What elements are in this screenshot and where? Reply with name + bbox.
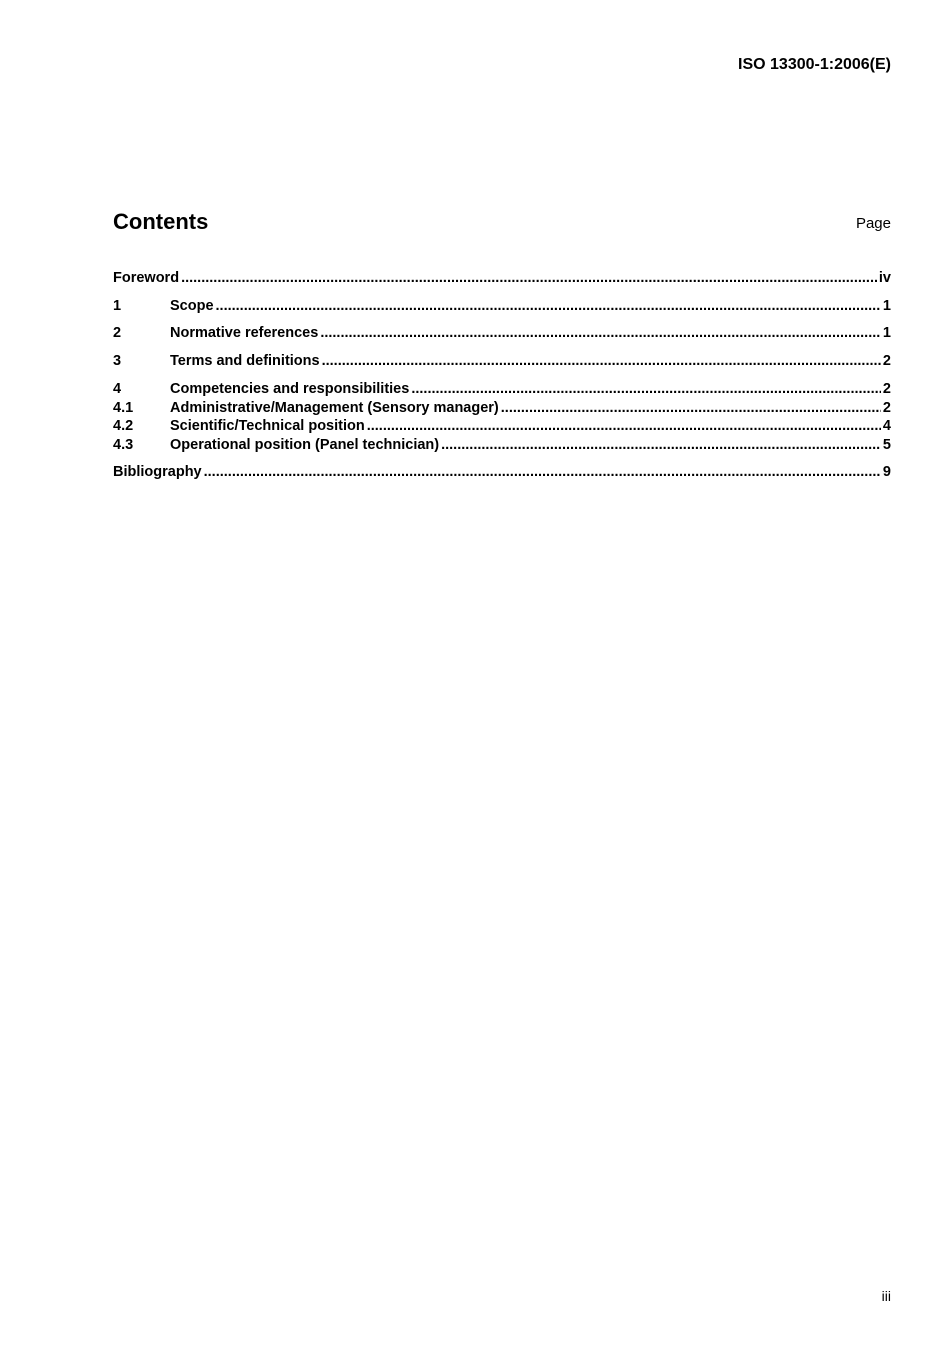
toc-leader-dots (320, 324, 881, 342)
toc-entry-page: 2 (882, 381, 891, 397)
toc-entry-number: 1 (113, 298, 122, 314)
toc-entry-number: 4.3 (113, 437, 134, 453)
toc-entry-title: Normative references (170, 325, 319, 341)
toc-leader-dots (441, 436, 881, 454)
toc-entry-number: 4 (113, 381, 122, 397)
page-number: iii (881, 1288, 891, 1304)
toc-leader-dots (204, 463, 881, 481)
page-column-label: Page (855, 215, 891, 232)
toc-entry-number: 4.1 (113, 400, 134, 416)
toc-leader-dots (216, 297, 881, 315)
document-identifier: ISO 13300-1:2006(E) (738, 56, 891, 73)
toc-entry-terms-and-definitions[interactable] (113, 352, 891, 370)
toc-entry-page: 9 (882, 464, 891, 480)
toc-entry-title: Competencies and responsibilities (170, 381, 410, 397)
toc-entry-scientific-technical[interactable] (113, 417, 891, 435)
toc-entry-scope[interactable] (113, 297, 891, 315)
toc-entry-normative-references[interactable] (113, 324, 891, 342)
toc-entry-title: Bibliography (113, 464, 202, 480)
toc-entry-page: 2 (882, 400, 891, 416)
toc-leader-dots (181, 269, 877, 287)
toc-entry-number: 2 (113, 325, 122, 341)
toc-leader-dots (501, 399, 881, 417)
toc-leader-dots (367, 417, 881, 435)
toc-entry-title: Terms and definitions (170, 353, 320, 369)
toc-entry-number: 4.2 (113, 418, 134, 434)
toc-entry-title: Administrative/Management (Sensory manager) (170, 400, 499, 416)
toc-entry-competencies[interactable] (113, 380, 891, 398)
toc-entry-page: 4 (882, 418, 891, 434)
toc-entry-number: 3 (113, 353, 122, 369)
toc-entry-operational-position[interactable] (113, 436, 891, 454)
toc-entry-title: Scope (170, 298, 214, 314)
toc-entry-page: 1 (882, 325, 891, 341)
toc-entry-title: Scientific/Technical position (170, 418, 365, 434)
toc-entry-title: Operational position (Panel technician) (170, 437, 440, 453)
toc-leader-dots (322, 352, 881, 370)
toc-entry-page: 1 (882, 298, 891, 314)
toc-entry-page: 2 (882, 353, 891, 369)
contents-heading: Contents (113, 209, 209, 234)
toc-entry-administrative-management[interactable] (113, 399, 891, 417)
toc-entry-title: Foreword (113, 270, 180, 286)
toc-entry-page: iv (878, 270, 891, 286)
toc-entry-page: 5 (882, 437, 891, 453)
toc-leader-dots (411, 380, 881, 398)
toc-entry-foreword[interactable] (113, 269, 891, 287)
toc-entry-bibliography[interactable] (113, 463, 891, 481)
